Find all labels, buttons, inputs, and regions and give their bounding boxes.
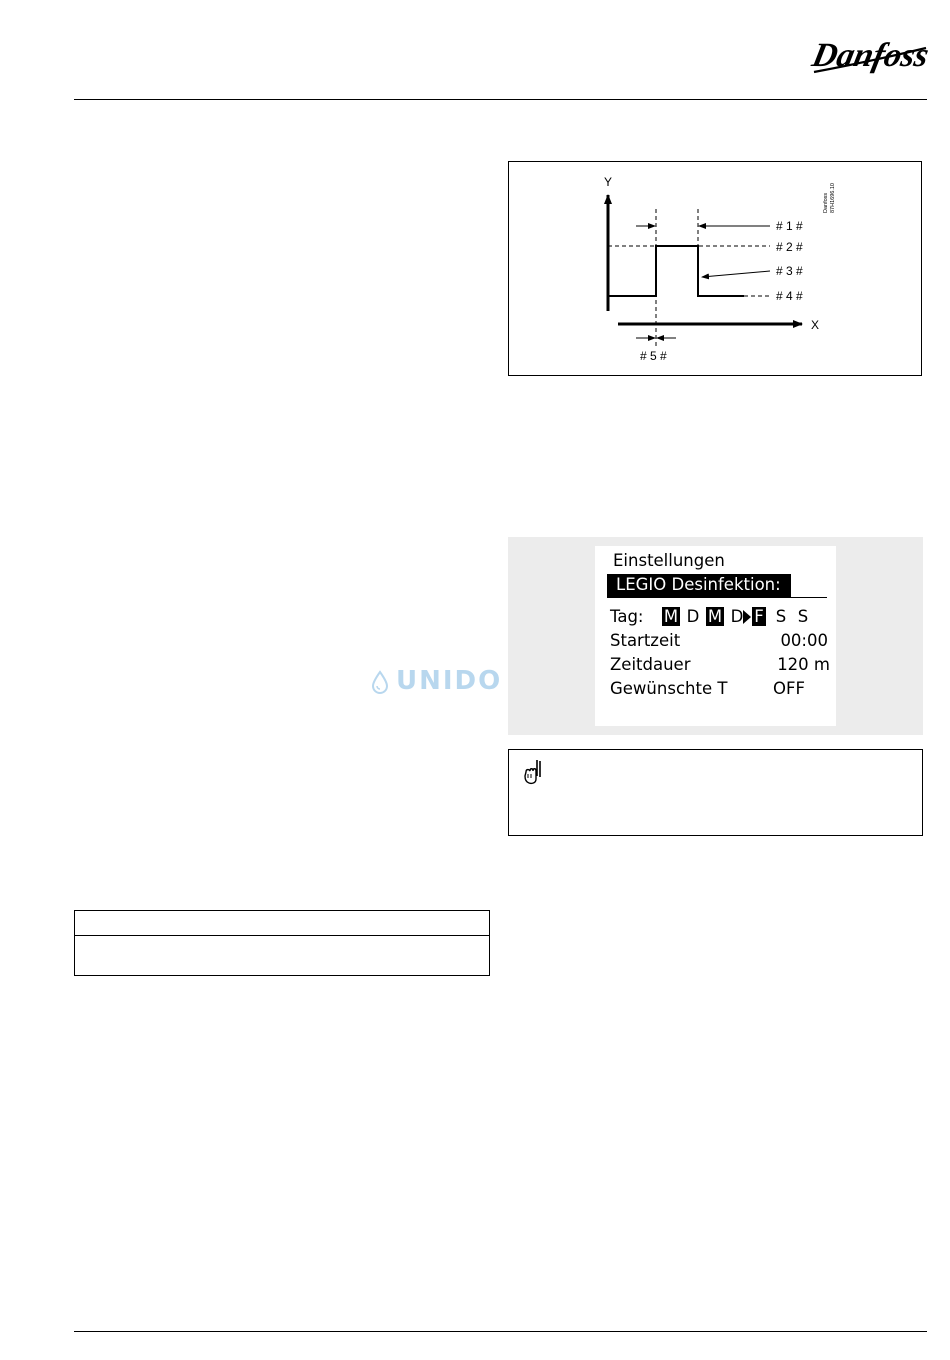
signal-line: [608, 246, 744, 296]
day-thursday: D: [730, 607, 744, 626]
lcd-row-label-duration: Zeitdauer: [610, 655, 691, 674]
lcd-day-list: [660, 607, 814, 627]
pointing-hand-icon: [522, 758, 544, 786]
parameter-table-divider: [74, 935, 490, 936]
lcd-row-label-temperature: Gewünschte T: [610, 679, 728, 698]
day-sunday: S: [797, 607, 809, 626]
lcd-row-label-start: Startzeit: [610, 631, 681, 650]
lcd-title: Einstellungen: [613, 551, 725, 570]
footer-rule: [74, 1331, 927, 1332]
day-friday: F: [748, 607, 770, 627]
header-rule: [74, 99, 927, 100]
callout-3: # 3 #: [776, 264, 803, 278]
day-saturday: S: [775, 607, 787, 626]
day-tuesday: D: [686, 607, 700, 626]
lcd-selected-menu-item: LEGIO Desinfektion:: [607, 574, 791, 597]
day-monday: M: [663, 607, 679, 626]
drawing-code-line2: 87H1696.10: [830, 183, 836, 213]
parameter-table: [74, 910, 490, 976]
lcd-day-row: [610, 607, 832, 627]
callout-1: # 1 #: [776, 219, 803, 233]
drawing-code-line1: Danfoss: [823, 192, 829, 213]
water-drop-icon: [371, 670, 389, 694]
callout-4: # 4 #: [776, 289, 803, 303]
lcd-day-label: Tag:: [610, 607, 644, 626]
watermark-text: UNIDO: [396, 666, 503, 696]
lcd-menu-underline: [607, 597, 827, 598]
danfoss-logo: [808, 22, 932, 82]
callout-2: # 2 #: [776, 240, 803, 254]
lcd-row-value-temperature: OFF: [773, 679, 805, 698]
y-axis-label: Y: [604, 175, 613, 189]
x-axis-label: X: [811, 318, 820, 332]
cursor-triangle-icon: [743, 610, 751, 624]
logo-text: Danfoss: [808, 36, 932, 74]
day-wednesday: M: [707, 607, 723, 626]
lcd-row-value-start: 00:00: [780, 631, 828, 650]
lcd-row-value-duration: 120 m: [777, 655, 830, 674]
callout-5: # 5 #: [640, 349, 667, 363]
note-box: [508, 749, 923, 836]
legio-timing-diagram: [508, 161, 922, 376]
